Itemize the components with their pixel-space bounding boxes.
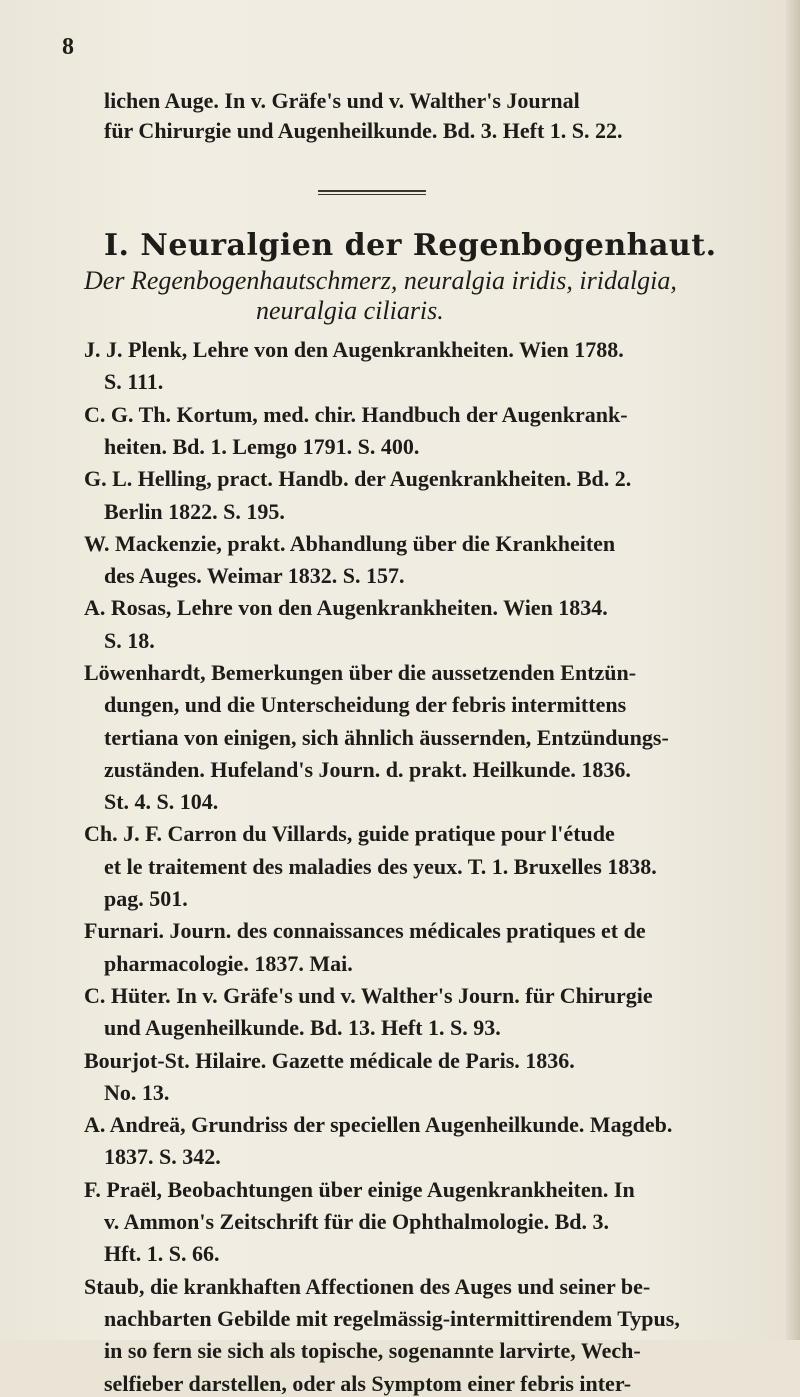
reference-continuation: pag. 501. <box>104 886 188 911</box>
page-number: 8 <box>62 34 74 60</box>
reference-continuation: des Auges. Weimar 1832. S. 157. <box>104 563 405 588</box>
reference-continuation: No. 13. <box>104 1080 170 1105</box>
intro-line-1: lichen Auge. In v. Gräfe's und v. Walther's Journal <box>104 88 580 113</box>
reference-entry: Bourjot-St. Hilaire. Gazette médicale de Paris. 1836. <box>84 1048 575 1073</box>
reference-entry: J. J. Plenk, Lehre von den Augenkrankheiten. Wien 1788. <box>84 337 624 362</box>
reference-continuation: S. 18. <box>104 628 155 653</box>
reference-entry: F. Praël, Beobachtungen über einige Augenkrankheiten. In <box>84 1177 635 1202</box>
page-edge <box>786 0 800 1340</box>
reference-entry: Ch. J. F. Carron du Villards, guide pratique pour l'étude <box>84 821 615 846</box>
reference-continuation: und Augenheilkunde. Bd. 13. Heft 1. S. 93. <box>104 1015 501 1040</box>
reference-continuation: in so fern sie sich als topische, sogenannte larvirte, Wech- <box>104 1338 641 1363</box>
reference-continuation: zuständen. Hufeland's Journ. d. prakt. Heilkunde. 1836. <box>104 757 631 782</box>
reference-entry: C. Hüter. In v. Gräfe's und v. Walther's Journ. für Chirurgie <box>84 983 653 1008</box>
reference-entry: Furnari. Journ. des connaissances médicales pratiques et de <box>84 918 646 943</box>
reference-continuation: heiten. Bd. 1. Lemgo 1791. S. 400. <box>104 434 420 459</box>
section-subtitle-1: Der Regenbogenhautschmerz, neuralgia iridis, iridalgia, <box>84 266 677 295</box>
reference-continuation: St. 4. S. 104. <box>104 789 219 814</box>
reference-entry: W. Mackenzie, prakt. Abhandlung über die Krankheiten <box>84 531 616 556</box>
reference-continuation: Hft. 1. S. 66. <box>104 1241 220 1266</box>
section-heading: I. Neuralgien der Regenbogenhaut. <box>104 228 717 263</box>
reference-entry: A. Andreä, Grundriss der speciellen Augenheilkunde. Magdeb. <box>84 1112 673 1137</box>
reference-continuation: tertiana von einigen, sich ähnlich äussernden, Entzündungs- <box>104 725 669 750</box>
reference-entry: G. L. Helling, pract. Handb. der Augenkrankheiten. Bd. 2. <box>84 466 632 491</box>
section-subtitle-2: neuralgia ciliaris. <box>256 296 444 325</box>
reference-continuation: Berlin 1822. S. 195. <box>104 499 285 524</box>
reference-continuation: dungen, und die Unterscheidung der febris intermittens <box>104 692 627 717</box>
reference-entry: Staub, die krankhaften Affectionen des Auges und seiner be- <box>84 1274 651 1299</box>
reference-continuation: selfieber darstellen, oder als Symptom einer febris inter- <box>104 1371 632 1396</box>
reference-entry: A. Rosas, Lehre von den Augenkrankheiten. Wien 1834. <box>84 595 608 620</box>
reference-continuation: S. 111. <box>104 369 164 394</box>
reference-continuation: pharmacologie. 1837. Mai. <box>104 951 353 976</box>
reference-entry: C. G. Th. Kortum, med. chir. Handbuch der Augenkrank- <box>84 402 628 427</box>
reference-continuation: nachbarten Gebilde mit regelmässig-intermittirendem Typus, <box>104 1306 680 1331</box>
reference-continuation: v. Ammon's Zeitschrift für die Ophthalmologie. Bd. 3. <box>104 1209 610 1234</box>
reference-entry: Löwenhardt, Bemerkungen über die aussetzenden Entzün- <box>84 660 637 685</box>
reference-continuation: 1837. S. 342. <box>104 1144 221 1169</box>
reference-continuation: et le traitement des maladies des yeux. T. 1. Bruxelles 1838. <box>104 854 657 879</box>
intro-line-2: für Chirurgie und Augenheilkunde. Bd. 3. Heft 1. S. 22. <box>104 118 623 143</box>
section-divider <box>318 190 426 195</box>
